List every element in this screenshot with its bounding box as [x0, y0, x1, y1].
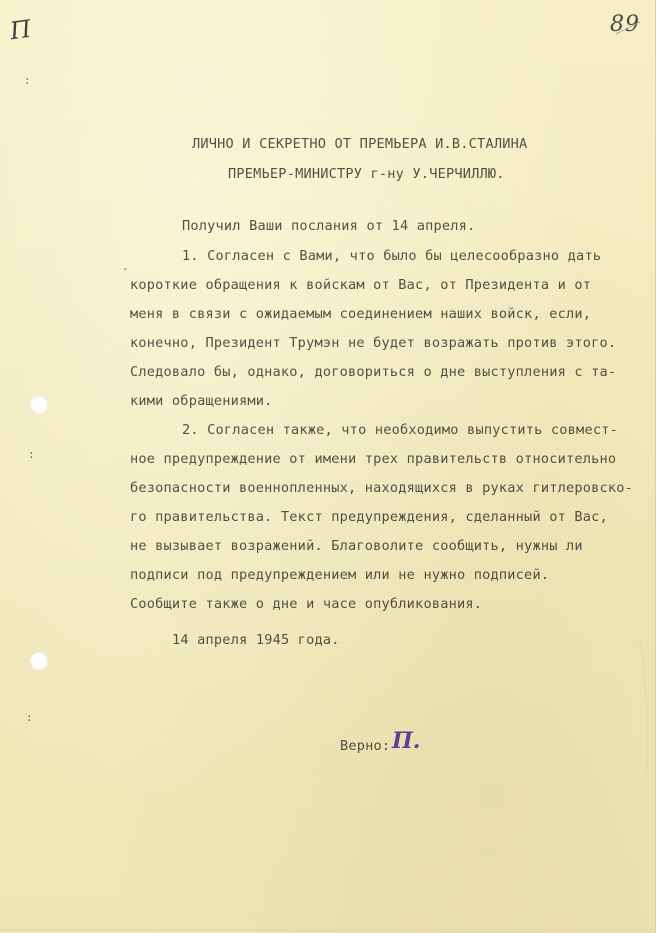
- verified-label: Верно:: [340, 738, 391, 754]
- verified-initial: П.: [392, 728, 421, 754]
- body-line: Получил Ваши послания от 14 апреля.: [182, 218, 476, 234]
- body-line: ное предупреждение от имени трех правительств относительно: [130, 451, 617, 467]
- document-date: 14 апреля 1945 года.: [172, 632, 340, 648]
- body-line: короткие обращения к войскам от Вас, от Президента и от: [130, 277, 592, 293]
- margin-tick-mark: -: [122, 262, 129, 275]
- margin-tick-mark: :: [28, 448, 35, 461]
- body-line: конечно, Президент Трумэн не будет возражать против этого.: [130, 335, 617, 351]
- body-line: безопасности военнопленных, находящихся в руках гитлеровско-: [130, 480, 634, 496]
- body-line: не вызывает возражений. Благоволите сообщить, нужны ли: [130, 538, 583, 554]
- page-number: 89: [610, 12, 640, 37]
- punch-hole-lower: [30, 652, 48, 670]
- body-line: го правительства. Текст предупреждения, сделанный от Вас,: [130, 509, 608, 525]
- margin-tick-mark: :: [24, 74, 31, 87]
- margin-tick-mark: :: [26, 711, 33, 724]
- punch-hole-upper: [30, 396, 48, 414]
- corner-handwritten-mark: П: [8, 14, 33, 46]
- body-line: Сообщите также о дне и часе опубликования.: [130, 596, 483, 612]
- page-number-strike-icon: [614, 18, 644, 38]
- body-line: подписи под предупреждением или не нужно подписей.: [130, 567, 550, 583]
- heading-line-1: ЛИЧНО И СЕКРЕТНО ОТ ПРЕМЬЕРА И.В.СТАЛИНА: [192, 136, 528, 152]
- body-line: кими обращениями.: [130, 393, 273, 409]
- body-line: меня в связи с ожидаемым соединением наших войск, если,: [130, 306, 592, 322]
- body-line: Следовало бы, однако, договориться о дне выступления с та-: [130, 364, 617, 380]
- body-line: 2. Согласен также, что необходимо выпустить совмест-: [182, 422, 618, 438]
- heading-line-2: ПРЕМЬЕР-МИНИСТРУ г-ну У.ЧЕРЧИЛЛЮ.: [228, 166, 505, 182]
- body-line: 1. Согласен с Вами, что было бы целесообразно дать: [182, 248, 602, 264]
